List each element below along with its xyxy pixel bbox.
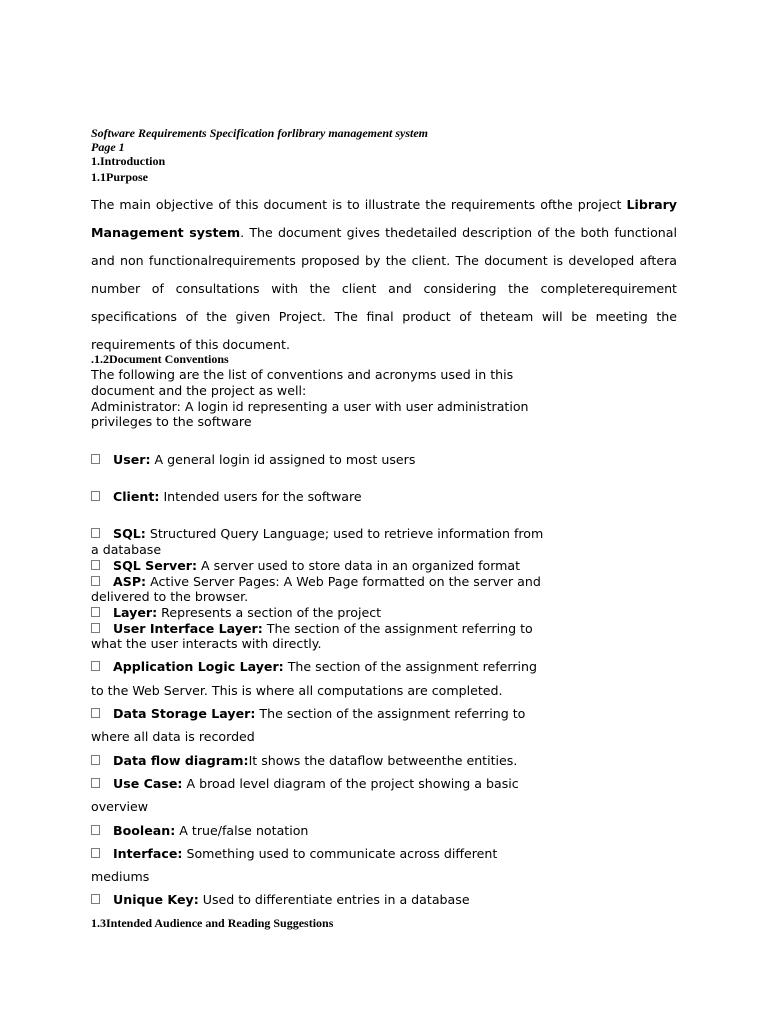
conventions-line-4: privileges to the software — [91, 414, 252, 429]
bullet-box-icon — [91, 607, 100, 617]
heading-intended-audience: 1.3Intended Audience and Reading Suggestions — [91, 916, 334, 930]
purpose-line-2: Management system. The document gives thedetailed description of the both functional — [91, 225, 677, 240]
list-item-data-flow-diagram: Data flow diagram:It shows the dataflow betweenthe entities. — [91, 753, 517, 768]
purpose-line-6: requirements of this document. — [91, 337, 290, 352]
list-item-data-storage-layer: Data Storage Layer: The section of the assignment referring to — [91, 706, 525, 721]
list-item-client: Client: Intended users for the software — [91, 489, 362, 504]
list-item-unique-key: Unique Key: Used to differentiate entries in a database — [91, 892, 470, 907]
heading-document-conventions: .1.2Document Conventions — [91, 352, 229, 366]
purpose-line-1: The main objective of this document is to illustrate the requirements ofthe project Library — [91, 197, 677, 212]
purpose-line-4: number of consultations with the client and considering the completerequirement — [91, 281, 677, 296]
list-item-boolean: Boolean: A true/false notation — [91, 823, 308, 838]
bullet-box-icon — [91, 848, 100, 858]
list-item-application-logic-layer-cont: to the Web Server. This is where all computations are completed. — [91, 683, 503, 698]
bullet-box-icon — [91, 560, 100, 570]
bullet-box-icon — [91, 778, 100, 788]
list-item-user-interface-layer-cont: what the user interacts with directly. — [91, 636, 322, 651]
page-label: Page 1 — [91, 140, 125, 154]
heading-introduction: 1.Introduction — [91, 154, 166, 168]
purpose-line-5: specifications of the given Project. The final product of theteam will be meeting the — [91, 309, 677, 324]
bullet-box-icon — [91, 894, 100, 904]
list-item-sql-cont: a database — [91, 542, 162, 557]
list-item-asp: ASP: Active Server Pages: A Web Page formatted on the server and — [91, 574, 541, 589]
bullet-box-icon — [91, 661, 100, 671]
bullet-box-icon — [91, 825, 100, 835]
purpose-line-3: and non functionalrequirements proposed by the client. The document is developed aftera — [91, 253, 677, 268]
list-item-interface: Interface: Something used to communicate across different — [91, 846, 497, 861]
bullet-box-icon — [91, 623, 100, 633]
document-title: Software Requirements Specification forlibrary management system — [91, 126, 428, 140]
bullet-box-icon — [91, 454, 100, 464]
bullet-box-icon — [91, 528, 100, 538]
bullet-box-icon — [91, 576, 100, 586]
list-item-use-case: Use Case: A broad level diagram of the project showing a basic — [91, 776, 519, 791]
list-item-user: User: A general login id assigned to most users — [91, 452, 415, 467]
list-item-asp-cont: delivered to the browser. — [91, 589, 249, 604]
list-item-application-logic-layer: Application Logic Layer: The section of the assignment referring — [91, 659, 537, 674]
heading-purpose: 1.1Purpose — [91, 170, 148, 184]
conventions-line-1: The following are the list of conventions and acronyms used in this — [91, 367, 514, 382]
conventions-line-2: document and the project as well: — [91, 383, 307, 398]
bullet-box-icon — [91, 708, 100, 718]
list-item-sql: SQL: Structured Query Language; used to retrieve information from — [91, 526, 543, 541]
bullet-box-icon — [91, 755, 100, 765]
list-item-sql-server: SQL Server: A server used to store data in an organized format — [91, 558, 520, 573]
list-item-data-storage-layer-cont: where all data is recorded — [91, 729, 255, 744]
list-item-use-case-cont: overview — [91, 799, 149, 814]
list-item-interface-cont: mediums — [91, 869, 150, 884]
bullet-box-icon — [91, 491, 100, 501]
list-item-user-interface-layer: User Interface Layer: The section of the assignment referring to — [91, 621, 533, 636]
conventions-line-3: Administrator: A login id representing a user with user administration — [91, 399, 529, 414]
list-item-layer: Layer: Represents a section of the project — [91, 605, 381, 620]
